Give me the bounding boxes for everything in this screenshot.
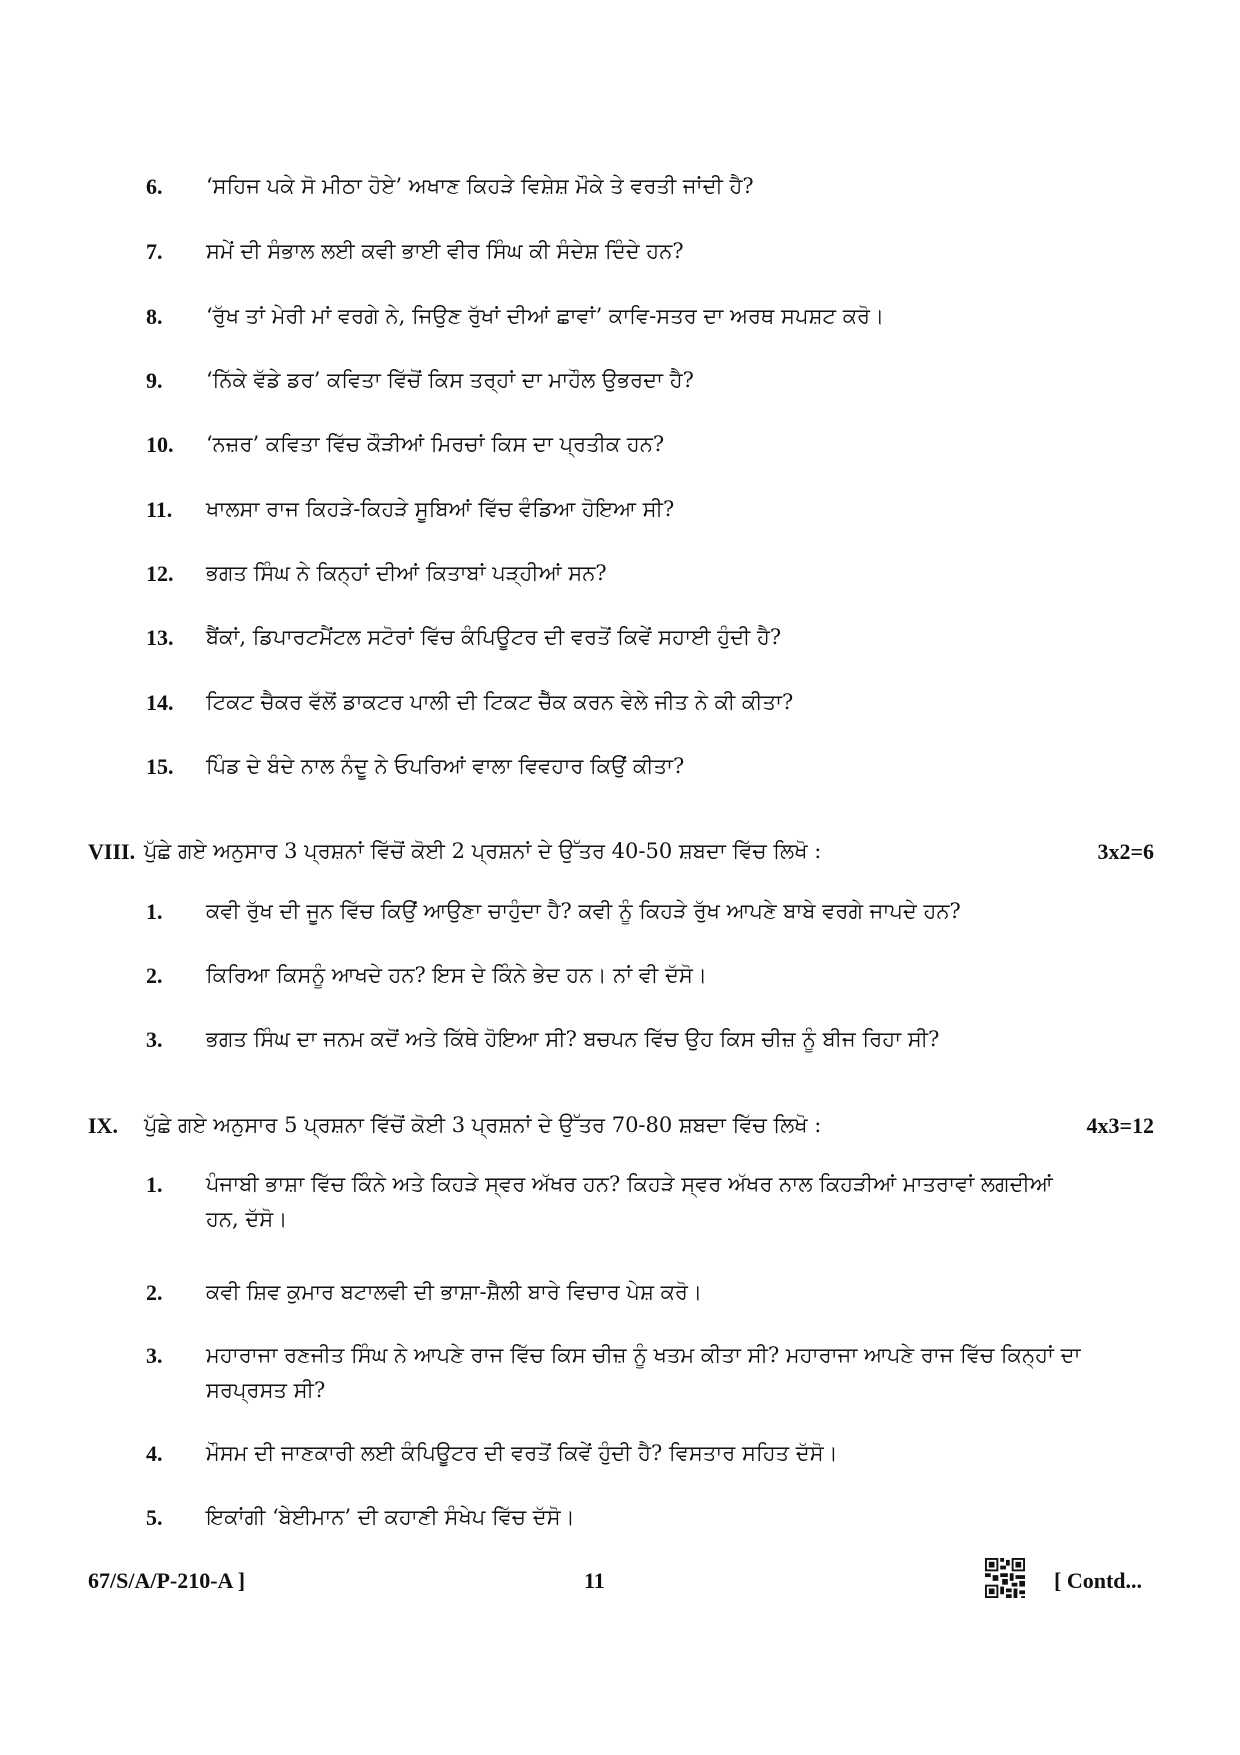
question-number: 13. [146,625,174,650]
list-item [0,620,1240,660]
question-number: 6. [146,174,163,199]
list-item [0,363,1240,403]
list-item [0,1338,1240,1414]
page-number: 11 [584,1568,605,1593]
list-item [0,1167,1240,1243]
paper-code: 67/S/A/P-210-A ] [88,1568,246,1593]
list-item [0,492,1240,532]
question-number: 2. [146,1280,163,1305]
question-number: 3. [146,1027,163,1052]
question-text: ਕਵੀ ਰੁੱਖ ਦੀ ਜੂਨ ਵਿੱਚ ਕਿਉਂ ਆਉਣਾ ਚਾਹੁੰਦਾ ਹੈ? ਕਵੀ ਨੂੰ ਕਿਹੜੇ ਰੁੱਖ ਆਪਣੇ ਬਾਬੇ ਵਰਗੇ ਜਾਪਦੇ ਹਨ? [206,899,961,923]
question-text: ਪਿੰਡ ਦੇ ਬੰਦੇ ਨਾਲ ਨੰਦੂ ਨੇ ਓਪਰਿਆਂ ਵਾਲਾ ਵਿਵਹਾਰ ਕਿਉਂ ਕੀਤਾ? [206,754,685,778]
section-marks: 3x2=6 [1097,839,1154,864]
question-number: 10. [146,432,174,457]
list-item [0,234,1240,274]
question-text: ਪੰਜਾਬੀ ਭਾਸ਼ਾ ਵਿੱਚ ਕਿੰਨੇ ਅਤੇ ਕਿਹੜੇ ਸ੍ਵਰ ਅੱਖਰ ਹਨ? ਕਿਹੜੇ ਸ੍ਵਰ ਅੱਖਰ ਨਾਲ ਕਿਹੜੀਆਂ ਮਾਤਰਾਵਾਂ ਲਗਦੀਆਂ ਹਨ, ਦੱਸੋ। [206,1172,1053,1231]
question-number: 14. [146,690,174,715]
question-number: 4. [146,1441,163,1466]
question-number: 7. [146,239,163,264]
list-item [0,894,1240,934]
question-text: ‘ਨਜ਼ਰ’ ਕਵਿਤਾ ਵਿੱਚ ਕੌੜੀਆਂ ਮਿਰਚਾਂ ਕਿਸ ਦਾ ਪ੍ਰਤੀਕ ਹਨ? [206,432,665,456]
question-text: ਮੌਸਮ ਦੀ ਜਾਣਕਾਰੀ ਲਈ ਕੰਪਿਊਟਰ ਦੀ ਵਰਤੋਂ ਕਿਵੇਂ ਹੁੰਦੀ ਹੈ? ਵਿਸਤਾਰ ਸਹਿਤ ਦੱਸੋ। [206,1441,838,1465]
question-text: ਭਗਤ ਸਿੰਘ ਦਾ ਜਨਮ ਕਦੋਂ ਅਤੇ ਕਿੱਥੇ ਹੋਇਆ ਸੀ? ਬਚਪਨ ਵਿੱਚ ਉਹ ਕਿਸ ਚੀਜ਼ ਨੂੰ ਬੀਜ ਰਿਹਾ ਸੀ? [206,1027,940,1051]
question-text: ਇਕਾਂਗੀ ‘ਬੇਈਮਾਨ’ ਦੀ ਕਹਾਣੀ ਸੰਖੇਪ ਵਿੱਚ ਦੱਸੋ। [206,1505,575,1529]
qr-code-icon [985,1558,1025,1598]
question-number: 1. [146,1172,163,1197]
question-number: 1. [146,899,163,924]
list-item [0,958,1240,998]
question-text: ਸਮੇਂ ਦੀ ਸੰਭਾਲ ਲਈ ਕਵੀ ਭਾਈ ਵੀਰ ਸਿੰਘ ਕੀ ਸੰਦੇਸ਼ ਦਿੰਦੇ ਹਨ? [206,239,684,263]
question-number: 8. [146,304,163,329]
list-item [0,1500,1240,1540]
section-instruction: ਪੁੱਛੇ ਗਏ ਅਨੁਸਾਰ 5 ਪ੍ਰਸ਼ਨਾ ਵਿੱਚੋਂ ਕੋਈ 3 ਪ੍ਰਸ਼ਨਾਂ ਦੇ ਉੱਤਰ 70-80 ਸ਼ਬਦਾ ਵਿੱਚ ਲਿਖੋ : [144,1113,822,1137]
question-number: 9. [146,368,163,393]
question-number: 12. [146,561,174,586]
question-text: ਬੈਂਕਾਂ, ਡਿਪਾਰਟਮੈਂਟਲ ਸਟੋਰਾਂ ਵਿੱਚ ਕੰਪਿਊਟਰ ਦੀ ਵਰਤੋਂ ਕਿਵੇਂ ਸਹਾਈ ਹੁੰਦੀ ਹੈ? [206,625,782,649]
section-marks: 4x3=12 [1086,1113,1154,1138]
question-number: 11. [146,497,173,522]
section-number: VIII. [88,839,136,864]
section-heading-ix [0,1108,1240,1148]
question-text: ਟਿਕਟ ਚੈਕਰ ਵੱਲੋਂ ਡਾਕਟਰ ਪਾਲੀ ਦੀ ਟਿਕਟ ਚੈੱਕ ਕਰਨ ਵੇਲੇ ਜੀਤ ਨੇ ਕੀ ਕੀਤਾ? [206,690,794,714]
list-item [0,169,1240,209]
list-item [0,1436,1240,1476]
section-number: IX. [88,1113,118,1138]
question-number: 2. [146,963,163,988]
question-number: 3. [146,1343,163,1368]
question-text: ‘ਸਹਿਜ ਪਕੇ ਸੋ ਮੀਠਾ ਹੋਏ’ ਅਖਾਣ ਕਿਹੜੇ ਵਿਸ਼ੇਸ਼ ਮੌਕੇ ਤੇ ਵਰਤੀ ਜਾਂਦੀ ਹੈ? [206,174,754,198]
list-item [0,749,1240,789]
question-text: ‘ਨਿੱਕੇ ਵੱਡੇ ਡਰ’ ਕਵਿਤਾ ਵਿੱਚੋਂ ਕਿਸ ਤਰ੍ਹਾਂ ਦਾ ਮਾਹੌਲ ਉਭਰਦਾ ਹੈ? [206,368,694,392]
question-text: ਮਹਾਰਾਜਾ ਰਣਜੀਤ ਸਿੰਘ ਨੇ ਆਪਣੇ ਰਾਜ ਵਿੱਚ ਕਿਸ ਚੀਜ਼ ਨੂੰ ਖਤਮ ਕੀਤਾ ਸੀ? ਮਹਾਰਾਜਾ ਆਪਣੇ ਰਾਜ ਵਿੱਚ ਕਿਨ੍ਹਾਂ ਦਾ ਸਰਪ੍ਰਸਤ ਸੀ? [206,1343,1081,1402]
list-item [0,685,1240,725]
list-item [0,299,1240,339]
list-item [0,1275,1240,1315]
section-instruction: ਪੁੱਛੇ ਗਏ ਅਨੁਸਾਰ 3 ਪ੍ਰਸ਼ਨਾਂ ਵਿੱਚੋਂ ਕੋਈ 2 ਪ੍ਰਸ਼ਨਾਂ ਦੇ ਉੱਤਰ 40-50 ਸ਼ਬਦਾ ਵਿੱਚ ਲਿਖੋ : [144,839,822,863]
list-item [0,556,1240,596]
list-item [0,1022,1240,1062]
question-number: 15. [146,754,174,779]
question-text: ਕਿਰਿਆ ਕਿਸਨੂੰ ਆਖਦੇ ਹਨ? ਇਸ ਦੇ ਕਿੰਨੇ ਭੇਦ ਹਨ। ਨਾਂ ਵੀ ਦੱਸੋ। [206,963,708,987]
question-text: ਭਗਤ ਸਿੰਘ ਨੇ ਕਿਨ੍ਹਾਂ ਦੀਆਂ ਕਿਤਾਬਾਂ ਪੜ੍ਹੀਆਂ ਸਨ? [206,561,607,585]
question-text: ‘ਰੁੱਖ ਤਾਂ ਮੇਰੀ ਮਾਂ ਵਰਗੇ ਨੇ, ਜਿਉਣ ਰੁੱਖਾਂ ਦੀਆਂ ਛਾਵਾਂ’ ਕਾਵਿ-ਸਤਰ ਦਾ ਅਰਥ ਸਪਸ਼ਟ ਕਰੋ। [206,304,885,328]
question-number: 5. [146,1505,163,1530]
list-item [0,427,1240,467]
continued-label: [ Contd... [1054,1568,1143,1593]
section-heading-viii [0,834,1240,874]
question-text: ਖਾਲਸਾ ਰਾਜ ਕਿਹੜੇ-ਕਿਹੜੇ ਸੂਬਿਆਂ ਵਿੱਚ ਵੰਡਿਆ ਹੋਇਆ ਸੀ? [206,497,675,521]
question-text: ਕਵੀ ਸ਼ਿਵ ਕੁਮਾਰ ਬਟਾਲਵੀ ਦੀ ਭਾਸ਼ਾ-ਸ਼ੈਲੀ ਬਾਰੇ ਵਿਚਾਰ ਪੇਸ਼ ਕਰੋ। [206,1280,703,1304]
